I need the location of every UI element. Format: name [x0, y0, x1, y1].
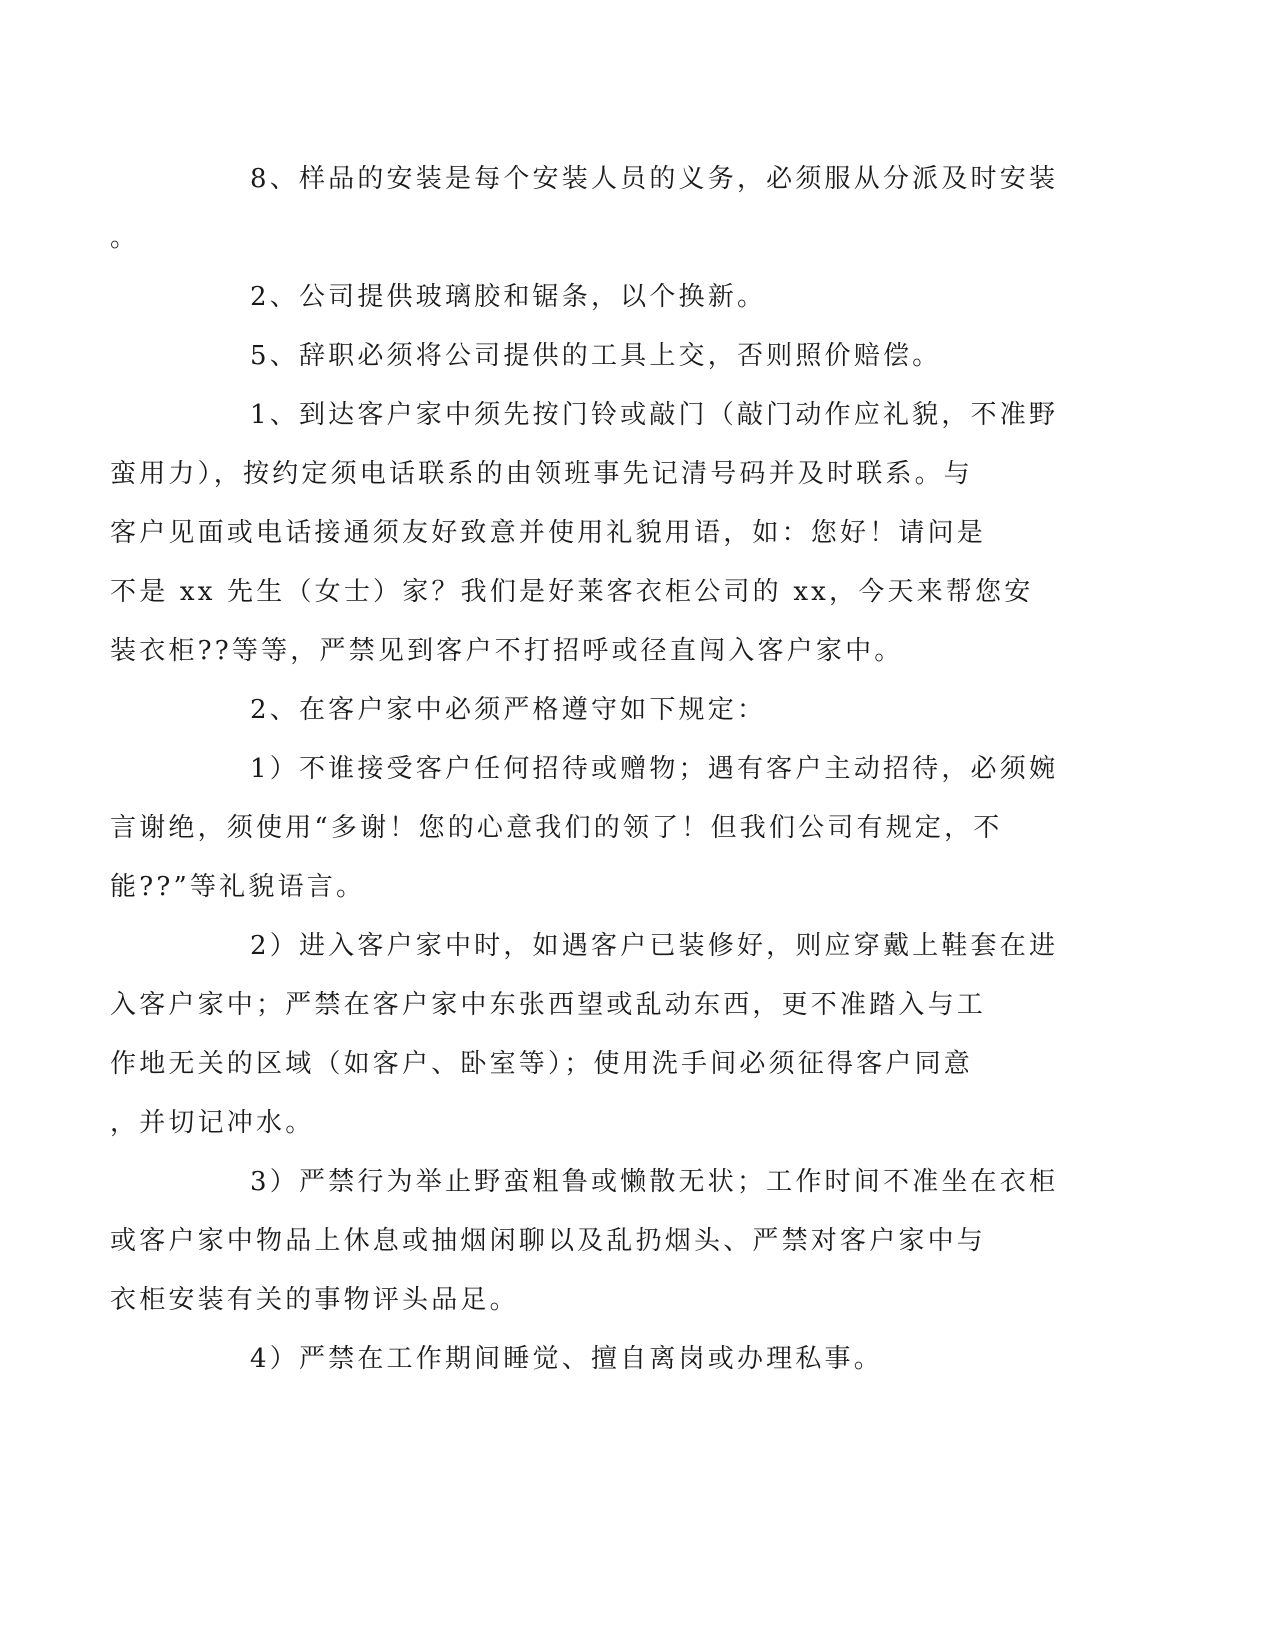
paragraph-item-5 [180, 327, 1060, 386]
text-line: 装衣柜??等等，严禁见到客户不打招呼或径直闯入客户家中。 [110, 636, 904, 666]
paragraph-rule-1 [110, 740, 1060, 917]
text-line: 4）严禁在工作期间睡觉、擅自离岗或办理私事。 [250, 1344, 883, 1374]
text-line: 入客户家中；严禁在客户家中东张西望或乱动东西，更不准踏入与工 [110, 990, 987, 1020]
paragraph-rule-2 [110, 917, 1060, 1153]
text-line: 2、在客户家中必须严格遵守如下规定： [250, 695, 767, 725]
text-line: 作地无关的区域（如客户、卧室等）；使用洗手间必须征得客户同意 [110, 1049, 974, 1079]
text-line: 客户见面或电话接通须友好致意并使用礼貌用语，如：您好！请问是 [110, 518, 987, 548]
text-line: 5、辞职必须将公司提供的工具上交，否则照价赔偿。 [250, 341, 942, 371]
text-line: 衣柜安装有关的事物评头品足。 [110, 1285, 519, 1315]
paragraph-rule-4 [180, 1330, 1060, 1389]
text-line: 8、样品的安装是每个安装人员的义务，必须服从分派及时安装 [250, 164, 1059, 194]
text-line: 1、到达客户家中须先按门铃或敲门（敲门动作应礼貌，不准野 [250, 400, 1059, 430]
text-line: 蛮用力），按约定须电话联系的由领班事先记清号码并及时联系。与 [110, 459, 974, 489]
text-line: 不是 xx 先生（女士）家？我们是好莱客衣柜公司的 xx，今天来帮您安 [110, 577, 1034, 607]
paragraph-item-2-glue-saw [180, 268, 1060, 327]
text-line: 或客户家中物品上休息或抽烟闲聊以及乱扔烟头、严禁对客户家中与 [110, 1226, 987, 1256]
text-line: 2、公司提供玻璃胶和锯条，以个换新。 [250, 282, 767, 312]
paragraph-item-2-rules [180, 681, 1060, 740]
text-line: 1）不谁接受客户任何招待或赠物；遇有客户主动招待，必须婉 [250, 754, 1059, 784]
text-line: 2）进入客户家中时，如遇客户已装修好，则应穿戴上鞋套在进 [250, 931, 1059, 961]
text-line: ，并切记冲水。 [110, 1108, 315, 1138]
paragraph-item-1 [110, 386, 1060, 681]
text-line: 言谢绝，须使用“多谢！您的心意我们的领了！但我们公司有规定，不 [110, 813, 1003, 843]
text-line: 能??”等礼貌语言。 [110, 872, 366, 902]
text-line: 。 [110, 223, 140, 253]
paragraph-item-8 [110, 150, 1060, 268]
paragraph-rule-3 [110, 1153, 1060, 1330]
text-line: 3）严禁行为举止野蛮粗鲁或懒散无状；工作时间不准坐在衣柜 [250, 1167, 1059, 1197]
